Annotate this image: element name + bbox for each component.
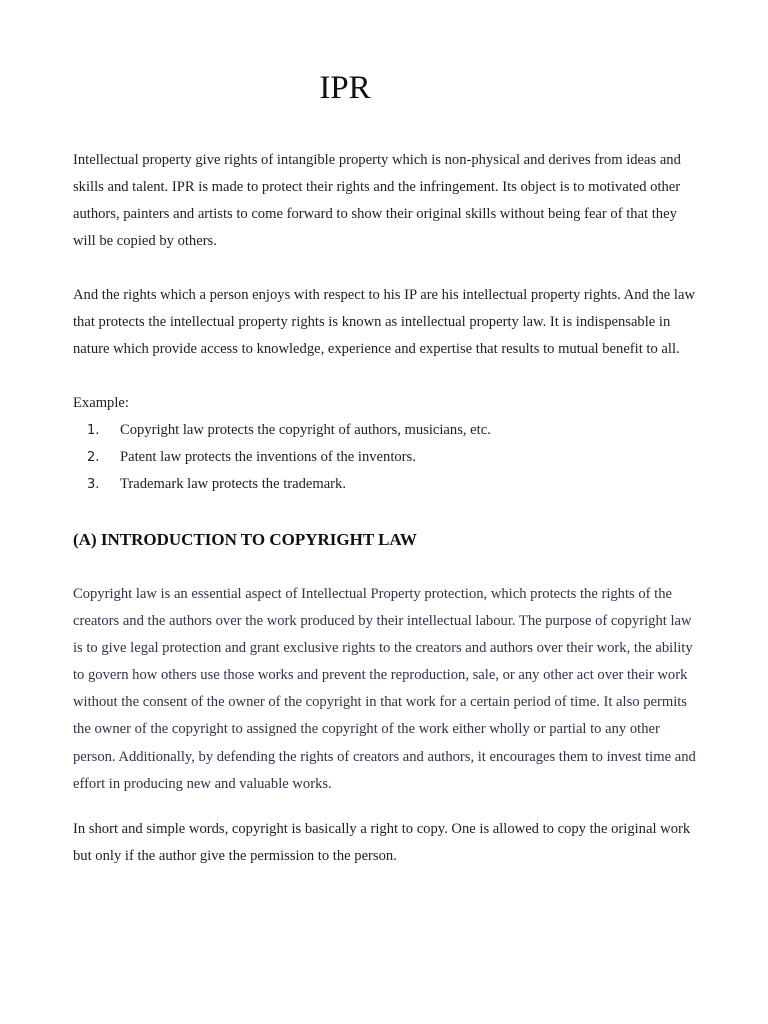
intro-paragraph: Intellectual property give rights of intangible property which is non-physical and derives from ideas and skills and talent. IPR is made to protect their rights and the infringement. Its object is to motivated other authors, painters and artists to come forward to show their original skills without being fear of that they will be copied by others.	[73, 152, 681, 250]
rights-paragraph: And the rights which a person enjoys with respect to his IP are his intellectual property rights. And the law that protects the intellectual property rights is known as intellectual property law. It is indispensable in nature which provide access to knowledge, experience and expertise that results to mutual benefit to all.	[73, 287, 695, 358]
list-item-number: 3.	[87, 477, 100, 493]
list-item-text: Patent law protects the inventions of the inventors.	[120, 449, 416, 466]
example-label: Example:	[73, 395, 129, 411]
list-item	[73, 444, 698, 471]
page-title: IPR	[319, 70, 371, 106]
list-item-text: Trademark law protects the trademark.	[120, 476, 346, 493]
list-item	[73, 417, 698, 444]
list-item-number: 2.	[87, 450, 100, 466]
list-item	[73, 471, 698, 498]
list-item-number: 1.	[87, 423, 100, 438]
section-heading: (A) INTRODUCTION TO COPYRIGHT LAW	[73, 530, 417, 549]
list-item-text: Copyright law protects the copyright of authors, musicians, etc.	[120, 422, 491, 438]
example-list	[73, 417, 698, 498]
summary-paragraph: In short and simple words, copyright is basically a right to copy. One is allowed to copy the original work but only if the author give the permission to the person.	[73, 821, 691, 865]
copyright-paragraph: Copyright law is an essential aspect of Intellectual Property protection, which protects the rights of the creators and the authors over the work produced by their intellectual labour. The purpose of copyright law is to give legal protection and grant exclusive rights to the creators and authors over their work, the ability to govern how others use those works and prevent the reproduction, sale, or any other act over their work without the consent of the owner of the copyright in that work for a certain period of time. It also permits the owner of the copyright to assigned the copyright of the work either wholly or partial to any other person. Additionally, by defending the rights of creators and authors, it encourages them to invest time and effort in producing new and valuable works.	[73, 586, 696, 792]
